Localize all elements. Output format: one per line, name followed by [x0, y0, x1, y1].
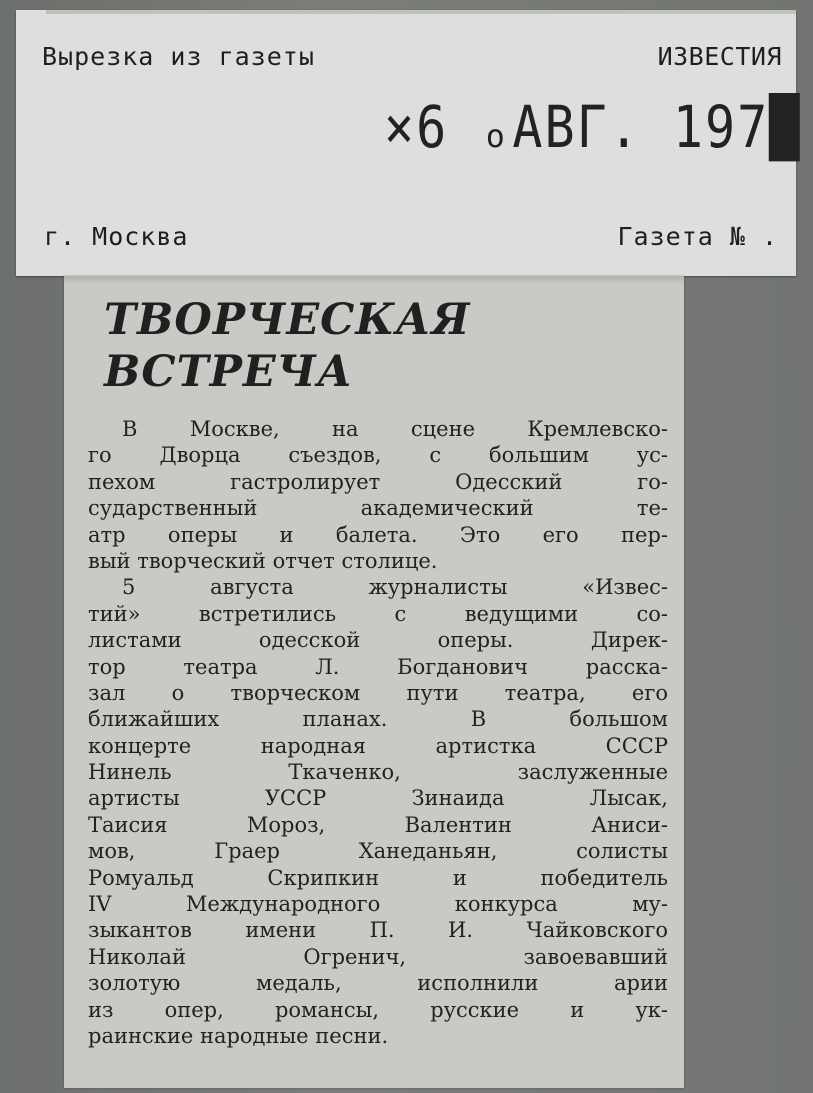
article-line: атр оперы и балета. Это его пер- [88, 522, 668, 547]
article-line: тор театра Л. Богданович расска- [88, 654, 668, 679]
date-stamp: ×6 ₒАВГ. 197█ [384, 94, 802, 161]
label-top-strip [46, 10, 796, 14]
article-line: Николай Огренич, завоевавший [88, 944, 668, 969]
article-line: В Москве, на сцене Кремлевско- [122, 417, 668, 441]
article-line: Ромуальд Скрипкин и победитель [88, 865, 668, 890]
headline-line-2: ВСТРЕЧА [104, 347, 353, 397]
article-line: зыкантов имени П. И. Чайковского [88, 918, 668, 943]
article-line: из опер, романсы, русские и ук- [88, 997, 668, 1022]
article-line: пехом гастролирует Одесский го- [88, 469, 668, 494]
article-line: го Дворца съездов, с большим ус- [88, 443, 668, 468]
article-line: зал о творческом пути театра, его [88, 680, 668, 705]
clipping-edge-shadow [64, 276, 684, 284]
newspaper-name: ИЗВЕСТИЯ [657, 42, 782, 71]
article-line: листами одесской оперы. Дирек- [88, 628, 668, 653]
issue-number-label: Газета № . [617, 222, 778, 251]
article-line: Нинель Ткаченко, заслуженные [88, 760, 668, 785]
article-line: тий» встретились с ведущими со- [88, 601, 668, 626]
clipping-source-label: Вырезка из газеты [42, 42, 315, 71]
newspaper-clipping [64, 276, 684, 1088]
article-line: ближайших планах. В большом [88, 707, 668, 732]
article-line: концерте народная артистка СССР [88, 733, 668, 758]
article-line: Таисия Мороз, Валентин Аниси- [88, 812, 668, 837]
article-line: раинские народные песни. [88, 1023, 389, 1048]
article-line: золотую медаль, исполнили арии [88, 971, 668, 996]
city-label: г. Москва [44, 222, 189, 251]
article-line: артисты УССР Зинаида Лысак, [88, 786, 668, 811]
clipping-label-card [16, 10, 802, 276]
article-headline [104, 294, 470, 398]
article-body [88, 416, 668, 1049]
article-line: 5 августа журналисты «Извес- [122, 575, 668, 600]
article-line: мов, Граер Ханеданьян, солисты [88, 839, 668, 864]
article-line: IV Международного конкурса му- [88, 892, 668, 917]
article-line: вый творческий отчет столице. [88, 548, 438, 573]
article-line: сударственный академический те- [88, 496, 668, 521]
headline-line-1: ТВОРЧЕСКАЯ [104, 295, 471, 345]
